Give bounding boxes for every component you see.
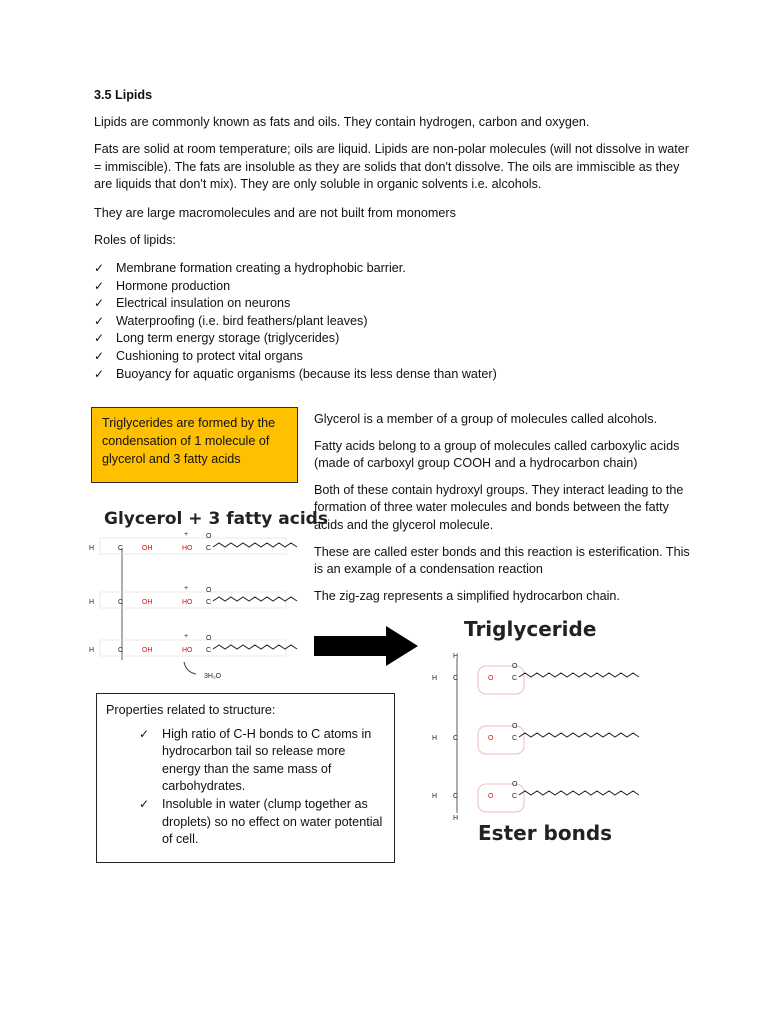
checkmark-icon: ✓ — [94, 313, 105, 328]
svg-text:C: C — [118, 545, 124, 552]
section-title: 3.5 Lipids — [94, 88, 153, 102]
properties-list — [106, 726, 385, 849]
intro-paragraph: Lipids are commonly known as fats and oils. They contain hydrogen, carbon and oxygen. — [94, 115, 590, 129]
svg-text:C: C — [512, 675, 518, 682]
explanation-hydroxyl-groups: Both of these contain hydroxyl groups. They interact leading to the formation of three water molecules and bonds between the fatty acids and the glycerol molecule. — [314, 482, 684, 532]
fats-oils-paragraph: Fats are solid at room temperature; oils are liquid. Lipids are non-polar molecules (will not dissolve in water = immiscible). The fats are insoluble as they are solids that don't dissolve. The oils are immiscible as they are liquids that don't mix). They are only soluble in organic solvents i.e. alcohols. — [94, 142, 689, 192]
svg-text:C: C — [206, 545, 212, 552]
svg-text:HO: HO — [182, 599, 193, 606]
explanation-ester-bonds: These are called ester bonds and this reaction is esterification. This is an example of a condensation reaction — [314, 544, 690, 577]
svg-text:H: H — [453, 815, 459, 822]
ester-row — [432, 653, 639, 694]
list-item: ✓ Membrane formation creating a hydrophobic barrier. — [94, 260, 654, 278]
svg-text:H: H — [89, 599, 95, 606]
glycerol-row — [89, 585, 297, 608]
svg-text:C: C — [453, 735, 459, 742]
list-item: ✓ Electrical insulation on neurons — [94, 295, 654, 313]
svg-text:C: C — [512, 793, 518, 800]
svg-text:O: O — [512, 781, 518, 788]
triglyceride-diagram — [420, 608, 650, 848]
explanation-carboxylic-acids: Fatty acids belong to a group of molecules called carboxylic acids (made of carboxyl group COOH and a hydrocarbon chain) — [314, 438, 680, 471]
roles-title: Roles of lipids: — [94, 233, 176, 247]
svg-text:H: H — [432, 793, 438, 800]
roles-list — [94, 260, 654, 383]
list-item: ✓ Hormone production — [94, 278, 654, 296]
svg-text:H: H — [89, 647, 95, 654]
ester-row — [432, 781, 639, 822]
list-item: ✓ Buoyancy for aquatic organisms (because its less dense than water) — [94, 366, 654, 384]
svg-text:HO: HO — [182, 647, 193, 654]
explanation-column — [314, 411, 694, 614]
glycerol-fatty-acids-diagram — [86, 500, 328, 690]
svg-text:O: O — [206, 533, 212, 540]
checkmark-icon: ✓ — [94, 366, 105, 381]
reaction-arrow-icon — [184, 662, 196, 674]
svg-text:+: + — [184, 585, 189, 592]
svg-text:OH: OH — [142, 545, 153, 552]
svg-text:O: O — [488, 793, 494, 800]
checkmark-icon: ✓ — [139, 796, 150, 811]
svg-text:O: O — [512, 663, 518, 670]
checkmark-icon: ✓ — [94, 348, 105, 363]
svg-text:+: + — [184, 531, 189, 538]
svg-text:C: C — [453, 675, 459, 682]
explanation-zig-zag: The zig-zag represents a simplified hydrocarbon chain. — [314, 588, 620, 603]
svg-text:H: H — [453, 653, 459, 660]
list-item: ✓ High ratio of C-H bonds to C atoms in hydrocarbon tail so release more energy than the same mass of carbohydrates. — [139, 726, 372, 794]
ester-bonds-caption: Ester bonds — [478, 821, 613, 845]
svg-text:H: H — [432, 675, 438, 682]
checkmark-icon: ✓ — [94, 261, 105, 275]
glycerol-row — [89, 633, 297, 656]
checkmark-icon: ✓ — [94, 296, 105, 311]
glycerol-figure-title: Glycerol + 3 fatty acids — [104, 509, 328, 529]
svg-text:O: O — [206, 587, 212, 594]
svg-text:O: O — [206, 635, 212, 642]
svg-text:C: C — [206, 647, 212, 654]
properties-title: Properties related to structure: — [106, 703, 276, 717]
triglyceride-callout: Triglycerides are formed by the condensation of 1 molecule of glycerol and 3 fatty acids — [91, 407, 298, 483]
svg-text:C: C — [118, 599, 124, 606]
svg-text:HO: HO — [182, 545, 193, 552]
svg-text:+: + — [184, 633, 189, 640]
right-arrow-icon — [314, 626, 418, 666]
svg-text:O: O — [512, 723, 518, 730]
svg-text:H: H — [89, 545, 95, 552]
triglyceride-figure-title: Triglyceride — [464, 617, 597, 641]
checkmark-icon: ✓ — [94, 331, 105, 346]
explanation-alcohols: Glycerol is a member of a group of molecules called alcohols. — [314, 412, 657, 426]
properties-box — [96, 693, 395, 863]
checkmark-icon: ✓ — [94, 278, 105, 293]
glycerol-row — [89, 531, 297, 554]
list-item: ✓ Long term energy storage (triglycerides) — [94, 330, 654, 348]
svg-text:OH: OH — [142, 599, 153, 606]
checkmark-icon: ✓ — [139, 726, 150, 741]
svg-text:C: C — [118, 647, 124, 654]
svg-text:C: C — [453, 793, 459, 800]
svg-text:H: H — [432, 735, 438, 742]
svg-text:OH: OH — [142, 647, 153, 654]
water-label: 3H₂O — [204, 673, 222, 680]
list-item: ✓ Waterproofing (i.e. bird feathers/plant leaves) — [94, 313, 654, 331]
svg-text:C: C — [512, 735, 518, 742]
svg-text:O: O — [488, 675, 494, 682]
svg-text:O: O — [488, 735, 494, 742]
ester-row — [432, 723, 639, 754]
list-item: ✓ Insoluble in water (clump together as droplets) so no effect on water potential of cell. — [139, 796, 383, 847]
macromolecules-paragraph: They are large macromolecules and are not built from monomers — [94, 206, 456, 220]
list-item: ✓ Cushioning to protect vital organs — [94, 348, 654, 366]
svg-text:C: C — [206, 599, 212, 606]
